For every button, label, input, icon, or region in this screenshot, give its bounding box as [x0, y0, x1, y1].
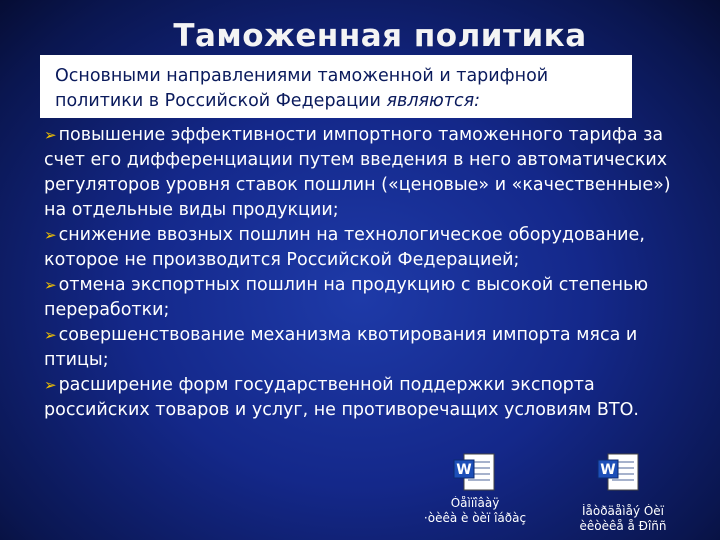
intro-text-main: Основными направлениями таможенной и тарифной политики в Российской Федерации — [55, 66, 549, 111]
arrow-bullet-icon: ➢ — [44, 376, 57, 394]
list-item-text: отмена экспортных пошлин на продукцию с высокой степенью переработки; — [44, 275, 649, 320]
list-item-text: повышение эффективности импортного таможенного тарифа за счет его дифференциации путем введения в него автоматических регуляторов уровня ставок пошлин («ценовые» и «качественные») на отдельные виды продукции; — [44, 125, 671, 220]
arrow-bullet-icon: ➢ — [44, 326, 57, 344]
arrow-bullet-icon: ➢ — [44, 276, 57, 294]
list-item-text: снижение ввозных пошлин на технологическое оборудование, которое не производится Российской Федерацией; — [44, 225, 645, 270]
slide-title: Таможенная политика — [173, 18, 587, 54]
document-caption-line1: Òåìïîâàÿ — [450, 496, 500, 510]
list-item — [44, 123, 694, 223]
list-item-text: расширение форм государственной поддержки экспорта российских товаров и услуг, не противоречащих условиям ВТО. — [44, 375, 639, 420]
arrow-bullet-icon: ➢ — [44, 126, 57, 144]
document-caption-line2: ·òèêà è òèï îáðàç — [423, 511, 527, 525]
list-item-text: совершенствование механизма квотирования импорта мяса и птицы; — [44, 325, 638, 370]
intro-text-emphasis: являются: — [386, 91, 481, 111]
list-item — [44, 273, 694, 323]
list-item — [44, 373, 694, 423]
word-document-icon[interactable] — [596, 452, 642, 494]
svg-text:W: W — [600, 462, 616, 478]
document-caption-line1: Ìåòðäåìåý Òèï — [581, 504, 665, 518]
document-caption-line2: èêòèêå å Ðîññ — [579, 519, 667, 533]
bullet-list — [44, 123, 694, 423]
list-item — [44, 223, 694, 273]
word-document-icon[interactable] — [452, 452, 498, 494]
arrow-bullet-icon: ➢ — [44, 226, 57, 244]
intro-text — [55, 64, 635, 114]
list-item — [44, 323, 694, 373]
svg-text:W: W — [456, 462, 472, 478]
